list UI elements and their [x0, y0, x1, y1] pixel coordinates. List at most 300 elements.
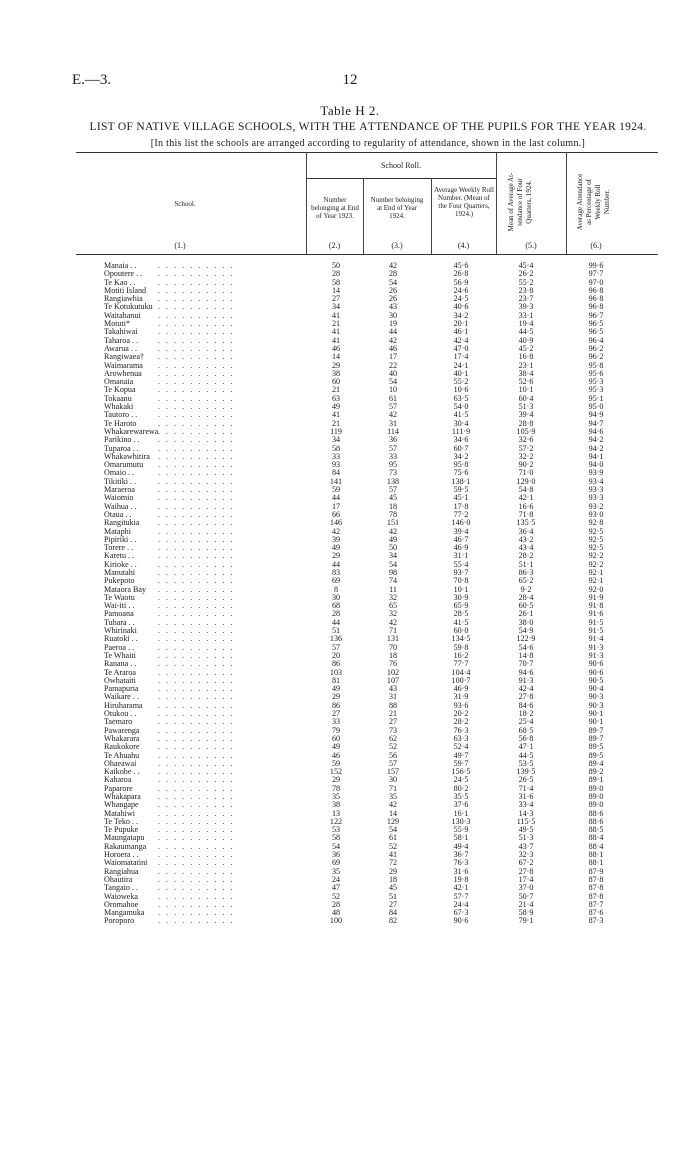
- belonging-1923-cell: 84: [331, 468, 341, 478]
- attendance-percentage-cell: 96·5: [588, 327, 604, 337]
- belonging-1924-cell: 36: [388, 435, 398, 445]
- belonging-1924-cell: 51: [388, 891, 398, 901]
- school-name: Tuparoa . .: [104, 443, 139, 453]
- attendance-percentage-cell: 92·5: [588, 543, 604, 553]
- column-divider: [566, 152, 567, 254]
- belonging-1923-cell: 30: [331, 592, 341, 602]
- leader-dots: . . . . . . . . . .: [158, 850, 235, 860]
- leader-dots: . . . . . . . . . .: [158, 700, 235, 710]
- belonging-1923-cell: 122: [329, 816, 343, 826]
- column-number: (1.): [174, 241, 186, 250]
- school-name: Paparore: [104, 783, 133, 793]
- belonging-1924-cell: 114: [387, 426, 399, 436]
- mean-attendance-cell: 54·6: [518, 642, 534, 652]
- mean-attendance-cell: 16·8: [518, 352, 534, 362]
- belonging-1923-cell: 60: [331, 377, 341, 387]
- school-name: Motuti*: [104, 319, 131, 329]
- school-name: Arowhenua: [104, 368, 142, 378]
- weekly-roll-cell: 16·2: [453, 650, 469, 660]
- school-name: Otaua . .: [104, 509, 132, 519]
- leader-dots: . . . . . . . . . .: [158, 269, 235, 279]
- leader-dots: . . . . . . . . . .: [158, 883, 235, 893]
- school-name: Ruatoki . .: [104, 634, 138, 644]
- leader-dots: . . . . . . . . . .: [158, 808, 235, 818]
- belonging-1924-cell: 17: [388, 352, 398, 362]
- weekly-roll-cell: 28·2: [453, 717, 469, 727]
- mean-attendance-cell: 42·4: [518, 684, 534, 694]
- leader-dots: . . . . . . . . . .: [158, 899, 235, 909]
- mean-attendance-cell: 17·4: [518, 874, 534, 884]
- mean-attendance-cell: 55·2: [518, 277, 534, 287]
- weekly-roll-cell: 90·6: [453, 916, 469, 926]
- mean-attendance-cell: 16·6: [518, 501, 534, 511]
- attendance-percentage-cell: 90·4: [588, 684, 604, 694]
- attendance-percentage-cell: 96·2: [588, 352, 604, 362]
- school-name: Kaikohe . .: [104, 767, 140, 777]
- weekly-roll-cell: 55·4: [453, 559, 469, 569]
- belonging-1923-cell: 44: [331, 493, 341, 503]
- leader-dots: . . . . . . . . . .: [158, 866, 235, 876]
- mean-attendance-cell: 43·4: [518, 543, 534, 553]
- mean-attendance-cell: 27·8: [518, 692, 534, 702]
- table-row: [0, 917, 700, 925]
- subtitle-part: L: [89, 121, 97, 133]
- belonging-1923-cell: 49: [331, 402, 341, 412]
- attendance-percentage-cell: 90·3: [588, 692, 604, 702]
- leader-dots: . . . . . . . . . .: [158, 410, 235, 420]
- school-name: Manutahi: [104, 567, 136, 577]
- weekly-roll-cell: 55·9: [453, 825, 469, 835]
- weekly-roll-cell: 31·6: [453, 866, 469, 876]
- belonging-1924-cell: 138: [386, 476, 400, 486]
- school-name: Oromahoe: [104, 899, 139, 909]
- weekly-roll-cell: 36·7: [453, 850, 469, 860]
- attendance-percentage-cell: 92·5: [588, 534, 604, 544]
- leader-dots: . . . . . . . . . .: [158, 377, 235, 387]
- leader-dots: . . . . . . . . . .: [158, 501, 235, 511]
- belonging-1924-cell: 57: [388, 758, 398, 768]
- attendance-percentage-cell: 87·8: [588, 874, 604, 884]
- belonging-1923-cell: 46: [331, 750, 341, 760]
- mean-attendance-cell: 115·5: [516, 816, 536, 826]
- belonging-1924-cell: 157: [386, 767, 400, 777]
- belonging-1924-cell: 76: [388, 659, 398, 669]
- mean-attendance-cell: 39·3: [518, 302, 534, 312]
- school-name: Horoera . .: [104, 850, 139, 860]
- leader-dots: . . . . . . . . . .: [158, 841, 235, 851]
- weekly-roll-cell: 63·3: [453, 733, 469, 743]
- leader-dots: . . . . . . . . . .: [158, 294, 235, 304]
- belonging-1924-cell: 26: [388, 294, 398, 304]
- belonging-1923-cell: 41: [331, 335, 341, 345]
- mean-attendance-cell: 122·9: [516, 634, 536, 644]
- belonging-1923-cell: 38: [331, 800, 341, 810]
- belonging-1923-cell: 35: [331, 866, 341, 876]
- weekly-roll-cell: 111·9: [451, 426, 471, 436]
- school-name: Whakawhitira: [104, 451, 150, 461]
- weekly-roll-cell: 95·8: [453, 460, 469, 470]
- mean-attendance-cell: 71·4: [518, 783, 534, 793]
- weekly-roll-cell: 24·5: [453, 775, 469, 785]
- belonging-1923-cell: 93: [331, 460, 341, 470]
- school-name: Pawarenga: [104, 725, 140, 735]
- weekly-roll-cell: 45·6: [453, 261, 469, 270]
- leader-dots: . . . . . . . . . .: [158, 717, 235, 727]
- belonging-1924-cell: 131: [386, 634, 400, 644]
- subtitle-part: IST OF: [96, 121, 137, 133]
- leader-dots: . . . . . . . . . .: [158, 617, 235, 627]
- belonging-1924-cell: 42: [388, 526, 398, 536]
- column-divider: [496, 152, 497, 254]
- belonging-1924-cell: 78: [388, 509, 398, 519]
- mean-attendance-cell: 28·4: [518, 592, 534, 602]
- belonging-1923-cell: 66: [331, 509, 341, 519]
- attendance-percentage-cell: 96·7: [588, 310, 604, 320]
- belonging-1924-cell: 43: [388, 302, 398, 312]
- column-number: (5.): [525, 241, 537, 250]
- mean-attendance-cell: 52·6: [518, 377, 534, 387]
- mean-attendance-cell: 60·5: [518, 601, 534, 611]
- page-number: 12: [342, 72, 358, 88]
- school-name: Taemaro: [104, 717, 133, 727]
- weekly-roll-cell: 41·5: [453, 410, 469, 420]
- leader-dots: . . . . . . . . . .: [158, 758, 235, 768]
- weekly-roll-cell: 59·7: [453, 758, 469, 768]
- belonging-1924-cell: 33: [388, 451, 398, 461]
- leader-dots: . . . . . . . . . .: [158, 418, 235, 428]
- mean-attendance-header-line: Quarters, 1924.: [525, 180, 533, 224]
- weekly-roll-cell: 55·2: [453, 377, 469, 387]
- leader-dots: . . . . . . . . . .: [158, 385, 235, 395]
- school-name: Whakarewarewa: [104, 426, 159, 436]
- belonging-1924-cell: 107: [386, 675, 400, 685]
- attendance-percentage-cell: 89·5: [588, 742, 604, 752]
- attendance-percentage-cell: 94·1: [588, 451, 604, 461]
- attendance-percentage-cell: 92·5: [588, 526, 604, 536]
- attendance-percentage-cell: 97·0: [588, 277, 604, 287]
- belonging-1923-cell: 28: [331, 269, 341, 279]
- belonging-1924-cell: 42: [388, 261, 398, 270]
- school-name: Te Ahuahu: [104, 750, 140, 760]
- belonging-1924-cell: 27: [388, 717, 398, 727]
- school-name: Pamapuria: [104, 684, 139, 694]
- weekly-roll-cell: 100·7: [451, 675, 471, 685]
- leader-dots: . . . . . . . . . .: [158, 750, 235, 760]
- weekly-roll-header: Average Weekly Roll Number. (Mean of the Four Quarters, 1924.): [434, 186, 494, 218]
- column-number: (6.): [590, 241, 602, 250]
- leader-dots: . . . . . . . . . .: [158, 592, 235, 602]
- belonging-1923-cell: 103: [329, 667, 343, 677]
- weekly-roll-cell: 20·2: [453, 709, 469, 719]
- weekly-roll-cell: 56·9: [453, 277, 469, 287]
- belonging-1924-cell: 42: [388, 617, 398, 627]
- belonging-1924-cell: 54: [388, 559, 398, 569]
- school-name: Te Araroa: [104, 667, 137, 677]
- leader-dots: . . . . . . . . . .: [158, 908, 235, 918]
- school-name: Waiomio: [104, 493, 134, 503]
- weekly-roll-cell: 65·9: [453, 601, 469, 611]
- belonging-1923-cell: 36: [331, 850, 341, 860]
- school-name: Waiomatatini: [104, 858, 148, 868]
- school-name: Te Haroto: [104, 418, 137, 428]
- weekly-roll-cell: 34·2: [453, 310, 469, 320]
- weekly-roll-cell: 49·7: [453, 750, 469, 760]
- belonging-1923-cell: 59: [331, 485, 341, 495]
- weekly-roll-cell: 93·7: [453, 567, 469, 577]
- belonging-1924-cell: 45: [388, 493, 398, 503]
- weekly-roll-cell: 130·3: [451, 816, 471, 826]
- belonging-1924-cell: 14: [388, 808, 398, 818]
- belonging-1924-cell: 10: [388, 385, 398, 395]
- belonging-1923-cell: 49: [331, 684, 341, 694]
- mean-attendance-cell: 56·8: [518, 733, 534, 743]
- attendance-percentage-cell: 92·2: [588, 559, 604, 569]
- weekly-roll-cell: 34·6: [453, 435, 469, 445]
- belonging-1923-cell: 46: [331, 343, 341, 353]
- belonging-1924-cell: 57: [388, 485, 398, 495]
- attendance-percentage-cell: 96·5: [588, 319, 604, 329]
- leader-dots: . . . . . . . . . .: [158, 783, 235, 793]
- attendance-percentage-cell: 90·6: [588, 667, 604, 677]
- belonging-1924-cell: 42: [388, 800, 398, 810]
- attendance-percentage-cell: 89·0: [588, 783, 604, 793]
- subtitle-part: N: [136, 121, 146, 133]
- leader-dots: . . . . . . . . . .: [158, 559, 235, 569]
- attendance-percentage-cell: 87·8: [588, 891, 604, 901]
- attendance-percentage-cell: 88·1: [588, 850, 604, 860]
- leader-dots: . . . . . . . . . .: [158, 261, 235, 270]
- weekly-roll-cell: 24·4: [453, 899, 469, 909]
- leader-dots: . . . . . . . . . .: [158, 485, 235, 495]
- weekly-roll-cell: 35·5: [453, 792, 469, 801]
- leader-dots: . . . . . . . . . .: [158, 493, 235, 503]
- belonging-1924-cell: 28: [388, 269, 398, 279]
- mean-attendance-cell: 71·8: [518, 509, 534, 519]
- weekly-roll-cell: 80·2: [453, 783, 469, 793]
- attendance-percentage-cell: 92·1: [588, 567, 604, 577]
- mean-attendance-cell: 26·2: [518, 269, 534, 279]
- attendance-percentage-cell: 91·3: [588, 642, 604, 652]
- subtitle-part: EAR 1924.: [592, 121, 647, 133]
- belonging-1923-cell: 42: [331, 526, 341, 536]
- belonging-1923-cell: 136: [329, 634, 343, 644]
- school-name: Tuhara . .: [104, 617, 135, 627]
- belonging-1924-cell: 32: [388, 609, 398, 619]
- mean-attendance-cell: 18·2: [518, 709, 534, 719]
- belonging-1924-cell: 40: [388, 368, 398, 378]
- weekly-roll-cell: 146·0: [451, 518, 471, 528]
- leader-dots: . . . . . . . . . .: [158, 725, 235, 735]
- attendance-percentage-cell: 96·8: [588, 302, 604, 312]
- weekly-roll-cell: 30·4: [453, 418, 469, 428]
- belonging-1923-cell: 50: [331, 261, 341, 270]
- leader-dots: . . . . . . . . . .: [158, 567, 235, 577]
- belonging-1923-cell: 33: [331, 717, 341, 727]
- belonging-1924-cell: 30: [388, 775, 398, 785]
- school-name: Otukou . .: [104, 709, 137, 719]
- belonging-1924-cell: 71: [388, 783, 398, 793]
- belonging-1924-cell: 73: [388, 725, 398, 735]
- attendance-percentage-cell: 90·3: [588, 700, 604, 710]
- belonging-1923-cell: 49: [331, 543, 341, 553]
- mean-attendance-cell: 42·1: [518, 493, 534, 503]
- attendance-percentage-cell: 90·6: [588, 659, 604, 669]
- attendance-percentage-cell: 93·4: [588, 476, 604, 486]
- mean-attendance-cell: 68·5: [518, 725, 534, 735]
- mean-attendance-cell: 129·0: [516, 476, 536, 486]
- school-name: Waimarama: [104, 360, 143, 370]
- leader-dots: . . . . . . . . . .: [158, 833, 235, 843]
- school-name: Waihua . .: [104, 501, 137, 511]
- belonging-1924-cell: 35: [388, 792, 398, 801]
- leader-dots: . . . . . . . . . .: [158, 302, 235, 312]
- mean-attendance-cell: 43·7: [518, 841, 534, 851]
- school-name: Whakapara: [104, 792, 141, 801]
- mean-attendance-cell: 27·8: [518, 866, 534, 876]
- belonging-1923-cell: 152: [329, 767, 343, 777]
- belonging-1923-cell: 79: [331, 725, 341, 735]
- school-name: Tautoro . .: [104, 410, 138, 420]
- mean-attendance-cell: 28·2: [518, 551, 534, 561]
- mean-attendance-cell: 26·5: [518, 775, 534, 785]
- school-name: Pamoana: [104, 609, 134, 619]
- belonging-1923-cell: 39: [331, 534, 341, 544]
- attendance-percentage-cell: 93·2: [588, 501, 604, 511]
- leader-dots: . . . . . . . . . .: [158, 526, 235, 536]
- belonging-1924-cell: 42: [388, 335, 398, 345]
- weekly-roll-cell: 20·1: [453, 319, 469, 329]
- mean-attendance-cell: 135·5: [516, 518, 536, 528]
- subtitle-part: S: [238, 121, 245, 133]
- belonging-1923-cell: 54: [331, 841, 341, 851]
- attendance-percentage-cell: 89·7: [588, 733, 604, 743]
- column-number: (3.): [391, 241, 403, 250]
- belonging-1924-cell: 88: [388, 700, 398, 710]
- attendance-percentage-cell: 94·2: [588, 443, 604, 453]
- document-reference: E.—3.: [72, 72, 112, 88]
- mean-attendance-cell: 33·1: [518, 310, 534, 320]
- belonging-1923-cell: 69: [331, 858, 341, 868]
- mean-attendance-cell: 38·4: [518, 368, 534, 378]
- weekly-roll-cell: 75·6: [453, 468, 469, 478]
- weekly-roll-cell: 76·3: [453, 858, 469, 868]
- mean-attendance-cell: 54·9: [518, 626, 534, 636]
- school-name: Manaia . .: [104, 261, 137, 270]
- mean-attendance-cell: 36·4: [518, 526, 534, 536]
- mean-attendance-cell: 51·3: [518, 402, 534, 412]
- belonging-1923-cell: 28: [331, 899, 341, 909]
- attendance-percentage-cell: 95·8: [588, 360, 604, 370]
- mean-attendance-cell: 51·1: [518, 559, 534, 569]
- belonging-1924-cell: 57: [388, 443, 398, 453]
- belonging-1923-cell: 21: [331, 385, 341, 395]
- leader-dots: . . . . . . . . . .: [158, 650, 235, 660]
- leader-dots: . . . . . . . . . .: [158, 675, 235, 685]
- school-name: Te Kao . .: [104, 277, 136, 287]
- leader-dots: . . . . . . . . . .: [158, 874, 235, 884]
- leader-dots: . . . . . . . . . .: [158, 767, 235, 777]
- belonging-1923-cell: 86: [331, 700, 341, 710]
- weekly-roll-cell: 59·5: [453, 485, 469, 495]
- leader-dots: . . . . . . . . . .: [158, 352, 235, 362]
- mean-attendance-cell: 51·3: [518, 833, 534, 843]
- weekly-roll-cell: 37·6: [453, 800, 469, 810]
- school-name: Awarua . .: [104, 343, 137, 353]
- school-name: Kaharoa: [104, 775, 132, 785]
- mean-attendance-cell: 45·4: [518, 261, 534, 270]
- weekly-roll-cell: 77·7: [453, 659, 469, 669]
- school-name: Maraeroa: [104, 485, 136, 495]
- school-name: Raukokore: [104, 742, 140, 752]
- leader-dots: . . . . . . . . . .: [158, 642, 235, 652]
- mean-attendance-cell: 50·7: [518, 891, 534, 901]
- belonging-1923-cell: 49: [331, 742, 341, 752]
- leader-dots: . . . . . . . . . .: [158, 792, 235, 801]
- belonging-1923-cell: 33: [331, 451, 341, 461]
- leader-dots: . . . . . . . . . .: [158, 435, 235, 445]
- belonging-1923-cell: 29: [331, 775, 341, 785]
- school-name: Te Waotu: [104, 592, 135, 602]
- weekly-roll-cell: 39·4: [453, 526, 469, 536]
- leader-dots: . . . . . . . . . .: [158, 468, 235, 478]
- belonging-1924-cell: 31: [388, 418, 398, 428]
- mean-attendance-cell: 139·5: [516, 767, 536, 777]
- mean-attendance-cell: 37·0: [518, 883, 534, 893]
- school-name: Rangitukia: [104, 518, 140, 528]
- belonging-1924-cell: 31: [388, 692, 398, 702]
- leader-dots: . . . . . . . . . .: [158, 733, 235, 743]
- mean-attendance-cell: 54·8: [518, 485, 534, 495]
- school-name: Ohaeawai: [104, 758, 137, 768]
- mean-attendance-cell: 21·4: [518, 899, 534, 909]
- attendance-percentage-cell: 89·0: [588, 792, 604, 801]
- belonging-1924-cell: 46: [388, 343, 398, 353]
- belonging-1923-cell: 141: [329, 476, 343, 486]
- belonging-1923-cell: 41: [331, 310, 341, 320]
- school-name: Mataora Bay: [104, 584, 147, 594]
- belonging-1923-cell: 29: [331, 692, 341, 702]
- school-name: Rakaumanga: [104, 841, 147, 851]
- school-name: Paeroa . .: [104, 642, 135, 652]
- attendance-percentage-cell: 88·6: [588, 808, 604, 818]
- percentage-header-line: Number.: [603, 189, 611, 215]
- belonging-1924-cell: 72: [388, 858, 398, 868]
- belonging-1923-cell: 27: [331, 294, 341, 304]
- attendance-percentage-cell: 96·4: [588, 335, 604, 345]
- belonging-1923-cell: 44: [331, 617, 341, 627]
- belonging-1923-cell: 59: [331, 758, 341, 768]
- belonging-1923-cell: 13: [331, 808, 341, 818]
- attendance-percentage-cell: 95·0: [588, 402, 604, 412]
- schools-table-body: [0, 262, 700, 926]
- weekly-roll-cell: 104·4: [451, 667, 471, 677]
- belonging-1923-cell: 83: [331, 567, 341, 577]
- weekly-roll-cell: 57·7: [453, 891, 469, 901]
- weekly-roll-cell: 156·5: [451, 767, 471, 777]
- weekly-roll-cell: 76·3: [453, 725, 469, 735]
- subtitle-part: TTENDANCE OF THE: [367, 121, 488, 133]
- mean-attendance-header-line: tendance of Four: [516, 178, 524, 226]
- mean-attendance-cell: 14·8: [518, 650, 534, 660]
- mean-attendance-cell: 19·4: [518, 319, 534, 329]
- belonging-1923-cell: 81: [331, 675, 341, 685]
- leader-dots: . . . . . . . . . .: [158, 916, 235, 926]
- mean-attendance-cell: 94·6: [518, 667, 534, 677]
- school-name: Te Whaiti: [104, 650, 136, 660]
- belonging-1924-cell: 54: [388, 277, 398, 287]
- leader-dots: . . . . . . . . . .: [158, 601, 235, 611]
- mean-attendance-cell: 91·3: [518, 675, 534, 685]
